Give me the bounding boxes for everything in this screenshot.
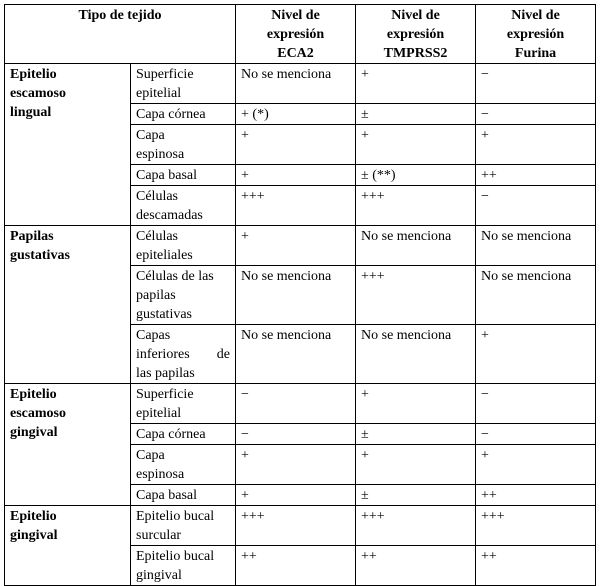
eca2-cell: No se menciona	[236, 64, 356, 104]
header-line: expresión	[386, 27, 445, 42]
tmprss2-cell: No se menciona	[356, 325, 476, 384]
group-name-line: gingival	[10, 528, 58, 543]
subtype-line: Capa córnea	[136, 107, 206, 122]
subtype-line: papilas	[136, 288, 176, 303]
group-name-line: escamoso	[10, 86, 66, 101]
eca2-cell: +	[236, 165, 356, 186]
header-line: expresión	[506, 27, 565, 42]
subtype-cell	[131, 546, 236, 586]
table-row	[5, 506, 596, 546]
subtype-line: Capa	[136, 448, 165, 463]
subtype-line: Células	[136, 189, 178, 204]
group-name-line: Epitelio	[10, 387, 57, 402]
tmprss2-cell: +	[356, 125, 476, 165]
group-name-line: lingual	[10, 105, 52, 120]
subtype-line: espinosa	[136, 147, 185, 162]
tmprss2-cell: +	[356, 384, 476, 424]
subtype-cell	[131, 104, 236, 125]
eca2-cell: No se menciona	[236, 266, 356, 325]
header-line: TMPRSS2	[383, 46, 448, 61]
table-row	[5, 64, 596, 104]
header-line: Furina	[514, 46, 557, 61]
furina-cell: −	[476, 186, 596, 226]
group-name	[5, 506, 131, 586]
subtype-line: Epitelio bucal	[136, 549, 215, 564]
eca2-cell: +	[236, 485, 356, 506]
tmprss2-cell: ±	[356, 104, 476, 125]
subtype-cell	[131, 186, 236, 226]
furina-cell: +	[476, 325, 596, 384]
eca2-cell: +	[236, 445, 356, 485]
subtype-line: las papilas	[136, 366, 195, 381]
subtype-cell	[131, 506, 236, 546]
header-line: expresión	[266, 27, 325, 42]
group-name-line: Epitelio	[10, 67, 57, 82]
group-name-line: escamoso	[10, 406, 66, 421]
furina-cell: ++	[476, 165, 596, 186]
tmprss2-cell: ++	[356, 546, 476, 586]
header-line: Nivel de	[391, 8, 440, 23]
header-tissue-type	[5, 5, 236, 64]
tmprss2-cell: No se menciona	[356, 226, 476, 266]
subtype-cell	[131, 165, 236, 186]
table-row	[5, 226, 596, 266]
eca2-cell: + (*)	[236, 104, 356, 125]
subtype-line: Superficie	[136, 67, 194, 82]
subtype-cell	[131, 325, 236, 384]
tmprss2-cell: ± (**)	[356, 165, 476, 186]
subtype-line: Capa córnea	[136, 427, 206, 442]
subtype-line: gustativas	[136, 307, 192, 322]
furina-cell: No se menciona	[476, 266, 596, 325]
furina-cell: −	[476, 424, 596, 445]
subtype-line: Células	[136, 229, 178, 244]
subtype-line: Capa	[136, 128, 165, 143]
subtype-line: gingival	[136, 568, 182, 583]
subtype-cell	[131, 384, 236, 424]
subtype-cell	[131, 445, 236, 485]
subtype-line: espinosa	[136, 467, 185, 482]
header-tissue-type-text: Tipo de tejido	[78, 8, 162, 23]
eca2-cell: No se menciona	[236, 325, 356, 384]
furina-cell: +	[476, 445, 596, 485]
subtype-line: epitelial	[136, 406, 182, 421]
subtype-line: Capas	[136, 328, 171, 343]
header-line: Nivel de	[511, 8, 560, 23]
subtype-line: Capa basal	[136, 168, 198, 183]
tmprss2-cell: +++	[356, 186, 476, 226]
group-name	[5, 64, 131, 226]
subtype-cell	[131, 266, 236, 325]
subtype-line: Superficie	[136, 387, 194, 402]
expression-table	[4, 4, 596, 586]
eca2-cell: −	[236, 424, 356, 445]
subtype-line: Epitelio bucal	[136, 509, 215, 524]
eca2-cell: +++	[236, 506, 356, 546]
tmprss2-cell: +	[356, 445, 476, 485]
header-eca2	[236, 5, 356, 64]
header-furina	[476, 5, 596, 64]
eca2-cell: +++	[236, 186, 356, 226]
eca2-cell: +	[236, 226, 356, 266]
subtype-line: descamadas	[136, 208, 203, 223]
furina-cell: +	[476, 125, 596, 165]
group-name	[5, 226, 131, 384]
subtype-line: surcular	[136, 528, 182, 543]
tmprss2-cell: +++	[356, 266, 476, 325]
subtype-cell	[131, 125, 236, 165]
group-name-line: gustativas	[10, 248, 70, 263]
subtype-cell	[131, 64, 236, 104]
header-line: Nivel de	[271, 8, 320, 23]
furina-cell: −	[476, 104, 596, 125]
group-name	[5, 384, 131, 506]
furina-cell: No se menciona	[476, 226, 596, 266]
tmprss2-cell: +	[356, 64, 476, 104]
group-name-line: Epitelio	[10, 509, 57, 524]
subtype-cell	[131, 226, 236, 266]
header-tmprss2	[356, 5, 476, 64]
furina-cell: +++	[476, 506, 596, 546]
furina-cell: ++	[476, 485, 596, 506]
eca2-cell: +	[236, 125, 356, 165]
subtype-cell	[131, 424, 236, 445]
subtype-line: epitelial	[136, 86, 182, 101]
header-line: ECA2	[277, 46, 314, 61]
subtype-line: Células de las	[136, 269, 214, 284]
subtype-line: inferiores de	[136, 347, 231, 362]
eca2-cell: ++	[236, 546, 356, 586]
tmprss2-cell: +++	[356, 506, 476, 546]
furina-cell: −	[476, 384, 596, 424]
group-name-line: Papilas	[10, 229, 54, 244]
subtype-cell	[131, 485, 236, 506]
furina-cell: ++	[476, 546, 596, 586]
furina-cell: −	[476, 64, 596, 104]
tmprss2-cell: ±	[356, 424, 476, 445]
subtype-line: epiteliales	[136, 248, 193, 263]
subtype-line: Capa basal	[136, 488, 198, 503]
eca2-cell: −	[236, 384, 356, 424]
tmprss2-cell: ±	[356, 485, 476, 506]
table-row	[5, 384, 596, 424]
group-name-line: gingival	[10, 425, 58, 440]
